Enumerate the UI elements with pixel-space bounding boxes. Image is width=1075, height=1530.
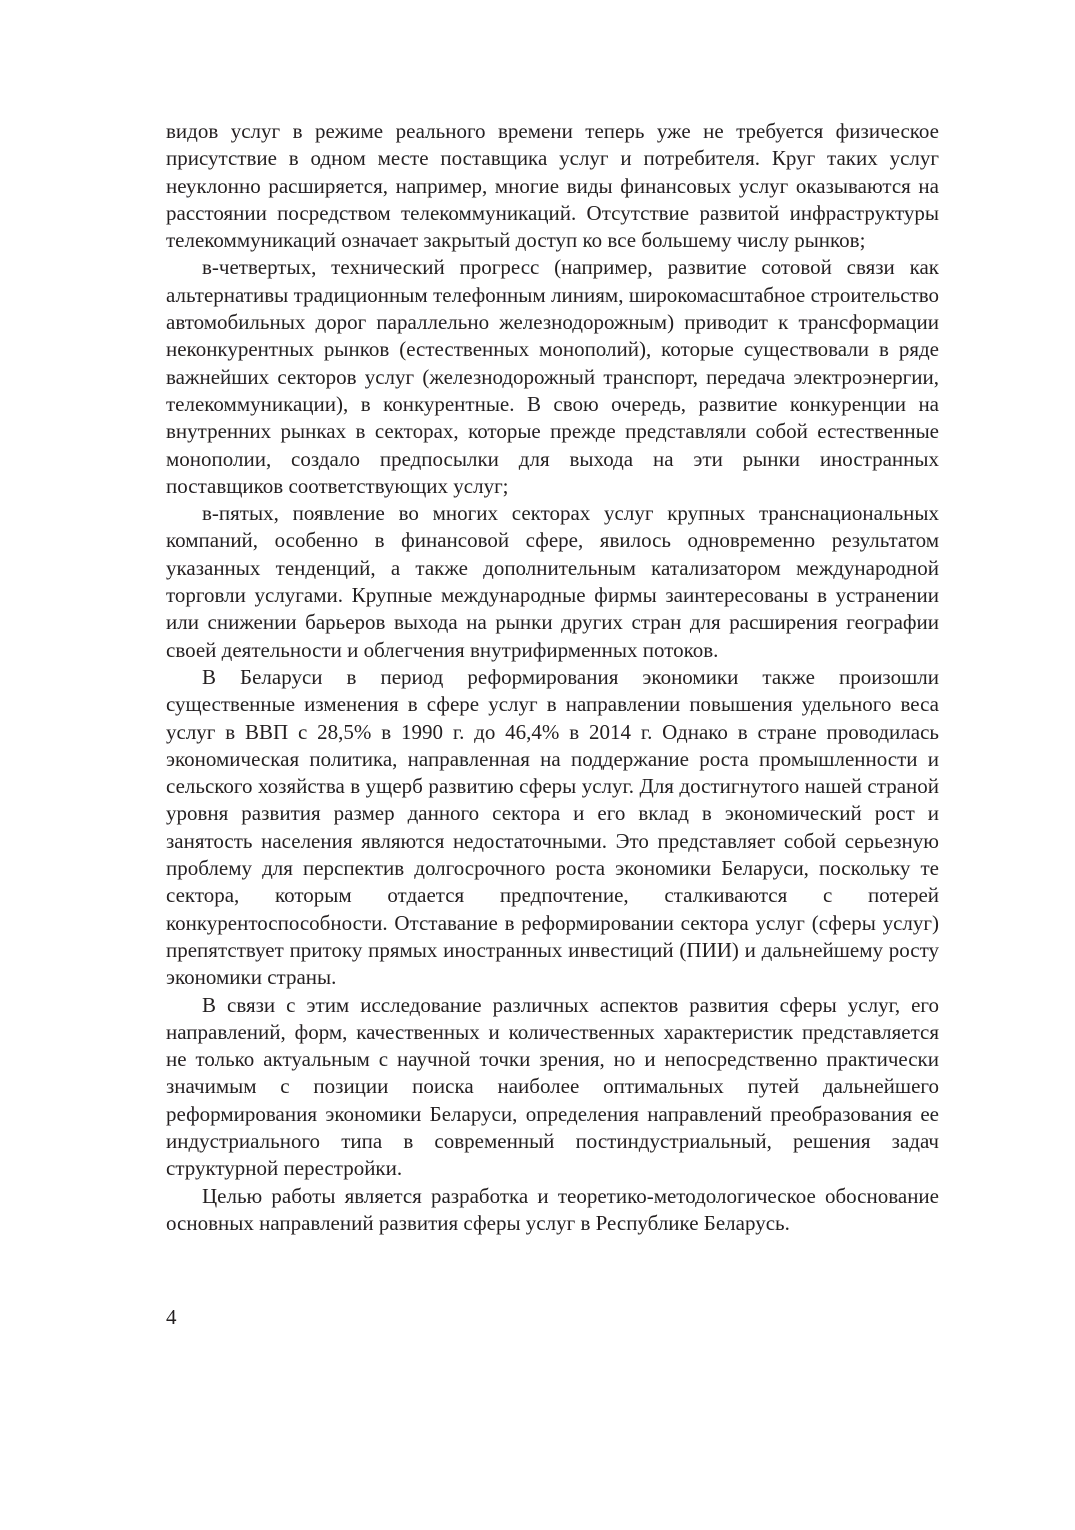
paragraph-continuation: видов услуг в режиме реального времени теперь уже не требуется физическое присутствие в одном месте поставщика услуг и потребителя. Круг таких услуг неуклонно расширяется, например, многие виды финансовых услуг оказываются на расстоянии посредством телекоммуникаций. Отсутствие развитой инфраструктуры телекоммуникаций означает закрытый доступ ко все большему числу рынков; bbox=[166, 119, 939, 253]
page-number: 4 bbox=[166, 1305, 177, 1329]
paragraph-work-goal: Целью работы является разработка и теоретико-методологическое обоснование основных направлений развития сферы услуг в Республике Беларусь. bbox=[166, 1183, 939, 1235]
paragraph-fifth-point: в-пятых, появление во многих секторах услуг крупных транснациональных компаний, особенно в финансовой сфере, явилось одновременно результатом указанных тенденций, а также дополнительным катализатором международной торговли услугами. Крупные международные фирмы заинтересованы в устранении или снижении барьеров выхода на рынки других стран для расширения географии своей деятельности и облегчения внутрифирменных потоков. bbox=[166, 501, 939, 662]
paragraph-research-relevance: В связи с этим исследование различных аспектов развития сферы услуг, его направлений, форм, качественных и количественных характеристик представляется не только актуальным с научной точки зрения, но и непосредственно практически значимым с позиции поиска наиболее оптимальных путей дальнейшего реформирования экономики Беларуси, определения направлений преобразования ее индустриального типа в современный постиндустриальный, решения задач структурной перестройки. bbox=[166, 992, 939, 1181]
document-body bbox=[166, 118, 939, 1237]
paragraph-belarus-reform: В Беларуси в период реформирования экономики также произошли существенные изменения в сфере услуг в направлении повышения удельного веса услуг в ВВП с 28,5% в 1990 г. до 46,4% в 2014 г. Однако в стране проводилась экономическая политика, направленная на поддержание роста промышленности и сельского хозяйства в ущерб развитию сферы услуг. Для достигнутого нашей страной уровня развития размер данного сектора и его вклад в экономический рост и занятость населения являются недостаточными. Это представляет собой серьезную проблему для перспектив долгосрочного роста экономики Беларуси, поскольку те сектора, которым отдается предпочтение, сталкиваются с потерей конкурентоспособности. Отставание в реформировании сектора услуг (сферы услуг) препятствует притоку прямых иностранных инвестиций (ПИИ) и дальнейшему росту экономики страны. bbox=[166, 664, 939, 990]
paragraph-fourth-point: в-четвертых, технический прогресс (например, развитие сотовой связи как альтернативы традиционным телефонным линиям, широкомасштабное строительство автомобильных дорог параллельно железнодорожным) приводит к трансформации неконкурентных рынков (естественных монополий), которые существовали в ряде важнейших секторов услуг (железнодорожный транспорт, передача электроэнергии, телекоммуникации), в конкурентные. В свою очередь, развитие конкуренции на внутренних рынках в секторах, которые прежде представляли собой естественные монополии, создало предпосылки для выхода на эти рынки иностранных поставщиков соответствующих услуг; bbox=[166, 255, 939, 498]
